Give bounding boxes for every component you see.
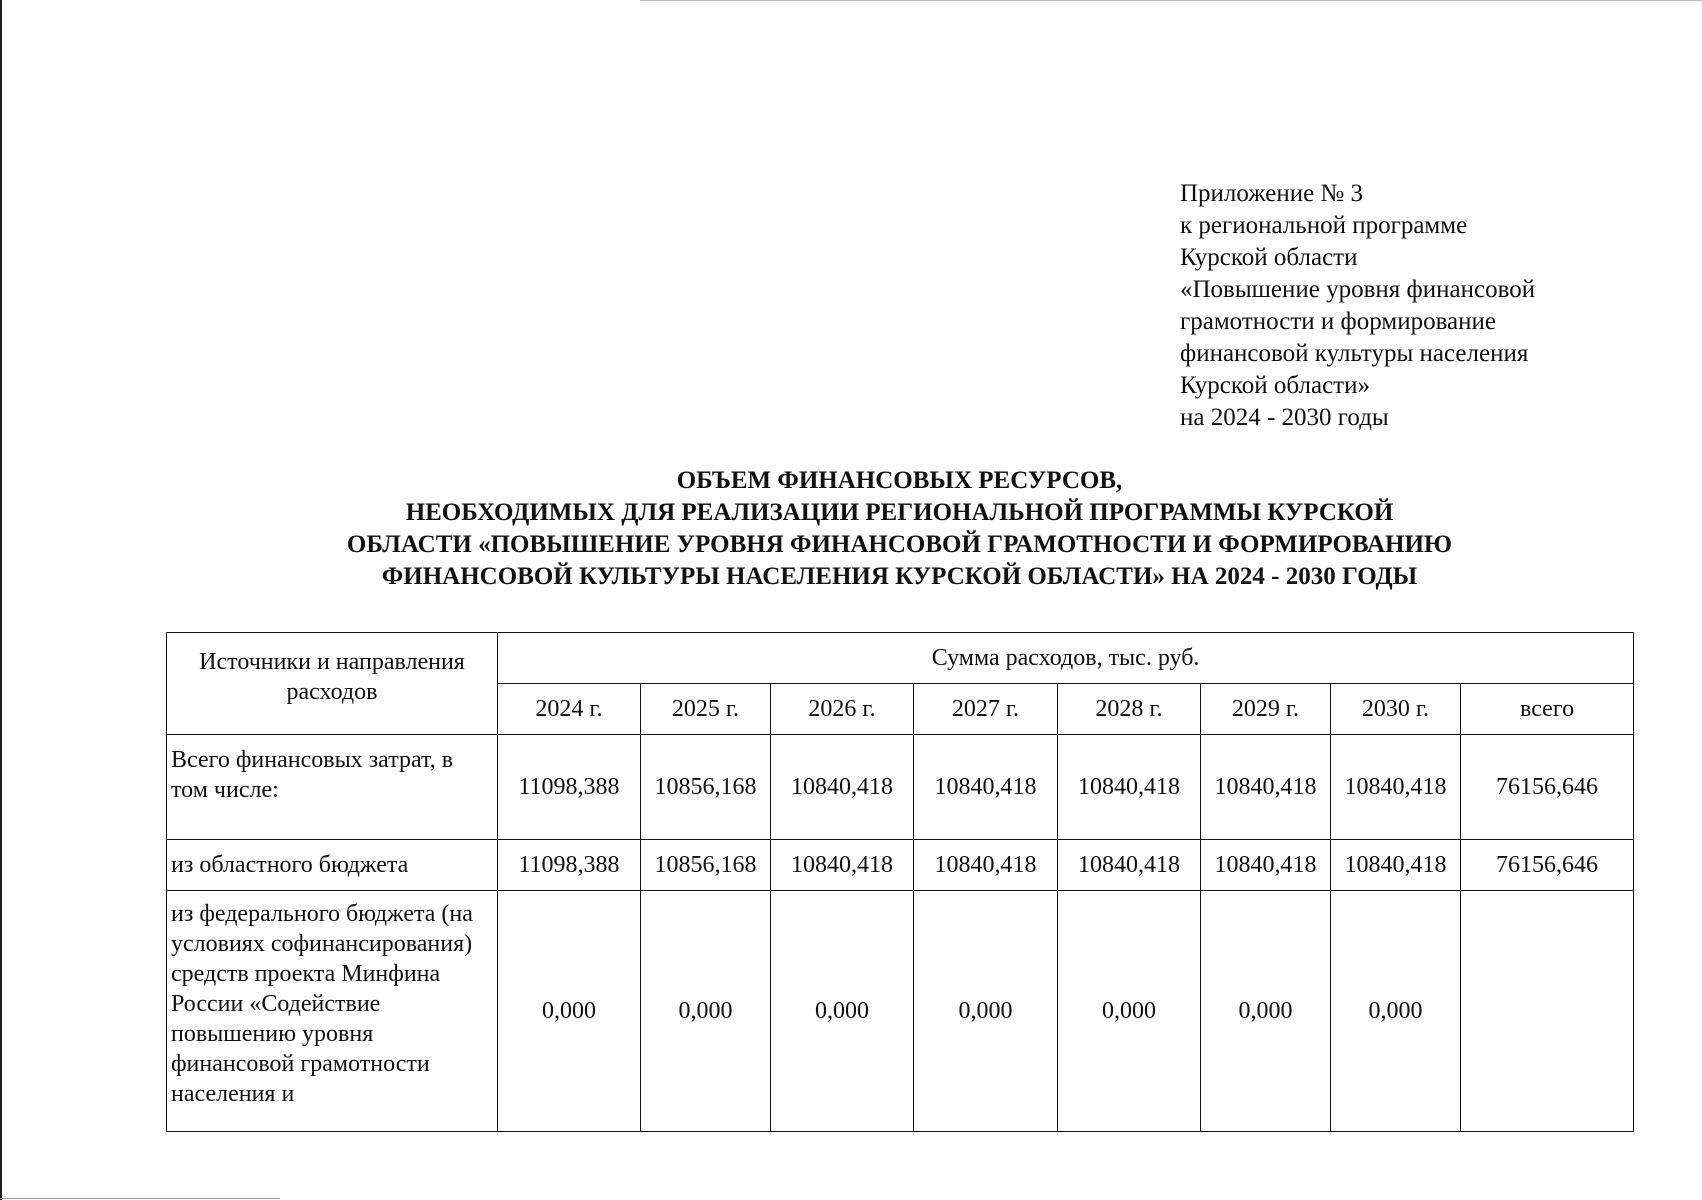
table-cell: 10840,418 — [914, 840, 1058, 891]
appendix-line: Приложение № 3 — [1180, 180, 1364, 207]
table-cell: 11098,388 — [498, 840, 641, 891]
table-header-row — [167, 633, 1634, 684]
table-cell: 10840,418 — [1201, 840, 1331, 891]
appendix-line: грамотности и формирование — [1180, 308, 1496, 335]
table-cell: 0,000 — [641, 891, 771, 1132]
sum-header: Сумма расходов, тыс. руб. — [498, 633, 1634, 684]
table-cell: 10840,418 — [1058, 840, 1201, 891]
appendix-line: «Повышение уровня финансовой — [1180, 276, 1536, 303]
appendix-line: финансовой культуры населения — [1180, 340, 1529, 367]
document-title — [166, 465, 1633, 593]
scan-edge-top — [640, 0, 1702, 1]
table-cell: 0,000 — [1058, 891, 1201, 1132]
row-label: Всего финансовых затрат, в том числе: — [167, 735, 498, 840]
title-line: ФИНАНСОВОЙ КУЛЬТУРЫ НАСЕЛЕНИЯ КУРСКОЙ ОБЛАСТИ» НА 2024 - 2030 ГОДЫ — [381, 563, 1418, 590]
total-header: всего — [1461, 684, 1634, 735]
row-label: из областного бюджета — [167, 840, 498, 891]
scan-edge-bottom — [0, 1198, 280, 1199]
title-line: ОБЛАСТИ «ПОВЫШЕНИЕ УРОВНЯ ФИНАНСОВОЙ ГРАМОТНОСТИ И ФОРМИРОВАНИЮ — [346, 531, 1453, 558]
finance-table — [166, 632, 1634, 1132]
total-cell — [1461, 891, 1634, 1132]
table-cell: 10840,418 — [1331, 735, 1461, 840]
total-cell: 76156,646 — [1461, 840, 1634, 891]
appendix-note — [1180, 178, 1680, 434]
title-line: ОБЪЕМ ФИНАНСОВЫХ РЕСУРСОВ, — [676, 467, 1123, 494]
table-cell: 10856,168 — [641, 840, 771, 891]
table-cell: 0,000 — [498, 891, 641, 1132]
year-header: 2029 г. — [1201, 684, 1331, 735]
table-cell: 10840,418 — [1201, 735, 1331, 840]
table-cell: 10840,418 — [771, 840, 914, 891]
source-header: Источники и направления расходов — [167, 633, 498, 735]
appendix-line: на 2024 - 2030 годы — [1180, 404, 1389, 431]
year-header: 2027 г. — [914, 684, 1058, 735]
year-header: 2024 г. — [498, 684, 641, 735]
row-label: из федерального бюджета (на условиях софинансирования) средств проекта Минфина России «Содействие повышению уровня финансовой грамотности населения и — [167, 891, 498, 1132]
title-line: НЕОБХОДИМЫХ ДЛЯ РЕАЛИЗАЦИИ РЕГИОНАЛЬНОЙ ПРОГРАММЫ КУРСКОЙ — [405, 499, 1394, 526]
table-cell: 0,000 — [1201, 891, 1331, 1132]
total-cell: 76156,646 — [1461, 735, 1634, 840]
appendix-line: Курской области» — [1180, 372, 1370, 399]
table-cell: 10840,418 — [914, 735, 1058, 840]
year-header: 2030 г. — [1331, 684, 1461, 735]
table-cell: 10856,168 — [641, 735, 771, 840]
table-cell: 10840,418 — [1058, 735, 1201, 840]
scan-edge-left — [0, 0, 2, 1200]
appendix-line: Курской области — [1180, 244, 1358, 271]
table-cell: 0,000 — [1331, 891, 1461, 1132]
table-row — [167, 891, 1634, 1132]
year-header: 2025 г. — [641, 684, 771, 735]
table-row — [167, 735, 1634, 840]
year-header: 2028 г. — [1058, 684, 1201, 735]
appendix-line: к региональной программе — [1180, 212, 1468, 239]
table-cell: 11098,388 — [498, 735, 641, 840]
table-cell: 0,000 — [771, 891, 914, 1132]
table-row — [167, 840, 1634, 891]
table-cell: 10840,418 — [771, 735, 914, 840]
table-cell: 0,000 — [914, 891, 1058, 1132]
year-header: 2026 г. — [771, 684, 914, 735]
table-cell: 10840,418 — [1331, 840, 1461, 891]
